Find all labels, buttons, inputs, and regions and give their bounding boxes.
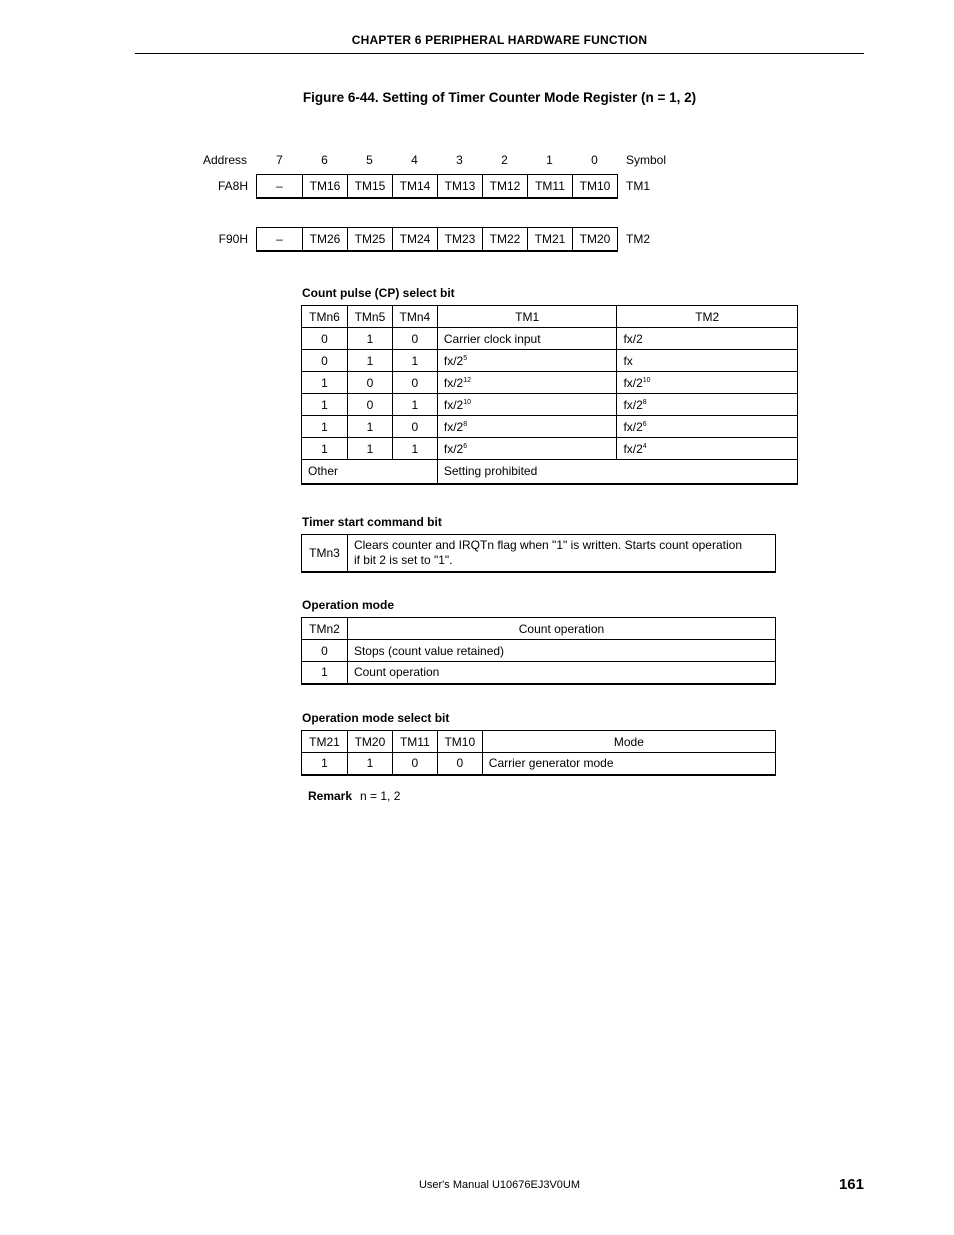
table-cell: Other bbox=[302, 460, 438, 484]
freq-base: fx/2 bbox=[623, 375, 643, 390]
freq-exponent: 6 bbox=[642, 420, 647, 428]
register-symbol-tm1: TM1 bbox=[626, 179, 650, 193]
register-bit: TM12 bbox=[482, 175, 527, 197]
bit-number: 3 bbox=[456, 153, 463, 167]
register-bit: TM13 bbox=[437, 175, 482, 197]
register-tm1-bits bbox=[256, 174, 618, 199]
column-header: TM20 bbox=[347, 731, 392, 753]
freq-exponent: 5 bbox=[463, 354, 468, 362]
table-cell: 1 bbox=[302, 416, 348, 438]
table-cell: 1 bbox=[302, 372, 348, 394]
table-row bbox=[302, 753, 776, 775]
symbol-label: Symbol bbox=[626, 153, 667, 167]
table-cell: 0 bbox=[302, 328, 348, 350]
count-pulse-title: Count pulse (CP) select bit bbox=[302, 286, 455, 300]
freq-base: fx/2 bbox=[443, 353, 464, 368]
freq-base: fx/2 bbox=[623, 397, 643, 412]
table-cell bbox=[437, 416, 617, 438]
table-cell: 0 bbox=[302, 350, 348, 372]
table-cell: 0 bbox=[392, 753, 437, 775]
table-cell: 1 bbox=[347, 438, 392, 460]
table-cell bbox=[347, 535, 775, 572]
table-cell: 0 bbox=[347, 394, 392, 416]
bit-number: 4 bbox=[411, 153, 418, 167]
register-bit: TM16 bbox=[302, 175, 347, 197]
table-cell: 0 bbox=[302, 640, 348, 662]
footer-manual-id: User's Manual U10676EJ3V0UM bbox=[418, 1179, 581, 1191]
timer-start-title: Timer start command bit bbox=[302, 515, 442, 529]
table-cell bbox=[437, 394, 617, 416]
register-bit: TM10 bbox=[572, 175, 617, 197]
register-bit: TM22 bbox=[482, 228, 527, 250]
table-cell: 1 bbox=[392, 350, 437, 372]
table-header-row bbox=[302, 731, 776, 753]
timer-start-table bbox=[301, 534, 776, 573]
table-cell: 0 bbox=[392, 328, 437, 350]
bit-number: 2 bbox=[501, 153, 508, 167]
bit-number: 7 bbox=[276, 153, 283, 167]
table-row bbox=[302, 640, 776, 662]
freq-base: fx/2 bbox=[443, 397, 464, 412]
freq-exponent: 8 bbox=[642, 398, 647, 406]
freq-base: fx/2 bbox=[623, 419, 643, 434]
register-bit: TM20 bbox=[572, 228, 617, 250]
table-cell: 1 bbox=[302, 438, 348, 460]
table-cell bbox=[437, 372, 617, 394]
table-cell: 1 bbox=[302, 753, 348, 775]
table-cell bbox=[437, 328, 617, 350]
address-label: Address bbox=[203, 153, 248, 167]
table-cell bbox=[617, 438, 798, 460]
table-cell: 1 bbox=[347, 350, 392, 372]
table-row bbox=[302, 350, 798, 372]
freq-base: Carrier clock input bbox=[443, 331, 541, 346]
column-header: TMn5 bbox=[347, 306, 392, 328]
table-cell bbox=[617, 328, 798, 350]
table-cell: TMn3 bbox=[302, 535, 348, 572]
freq-exponent: 10 bbox=[642, 376, 651, 384]
table-cell: 1 bbox=[347, 416, 392, 438]
table-cell bbox=[437, 438, 617, 460]
column-header: TM21 bbox=[302, 731, 348, 753]
freq-base: fx bbox=[623, 353, 633, 368]
table-cell: 1 bbox=[302, 662, 348, 684]
table-row bbox=[302, 394, 798, 416]
table-cell: 0 bbox=[347, 372, 392, 394]
freq-base: fx/2 bbox=[443, 441, 464, 456]
table-cell: Setting prohibited bbox=[437, 460, 797, 484]
freq-exponent: 8 bbox=[463, 420, 468, 428]
table-header-row bbox=[302, 618, 776, 640]
bit-number: 1 bbox=[546, 153, 553, 167]
table-row bbox=[302, 535, 776, 572]
register-tm2-bits bbox=[256, 227, 618, 252]
page-number: 161 bbox=[838, 1176, 864, 1193]
table-cell: 1 bbox=[347, 328, 392, 350]
register-bit: TM11 bbox=[527, 175, 572, 197]
table-row bbox=[302, 438, 798, 460]
count-pulse-table bbox=[301, 305, 798, 485]
column-header: TM1 bbox=[437, 306, 617, 328]
column-header: TM10 bbox=[437, 731, 482, 753]
column-header: TMn2 bbox=[302, 618, 348, 640]
table-row bbox=[302, 328, 798, 350]
table-cell: 0 bbox=[392, 416, 437, 438]
table-cell bbox=[617, 394, 798, 416]
column-header: TM11 bbox=[392, 731, 437, 753]
freq-exponent: 4 bbox=[642, 442, 647, 450]
bit-number: 0 bbox=[591, 153, 598, 167]
register-bit: TM25 bbox=[347, 228, 392, 250]
table-cell: 1 bbox=[347, 753, 392, 775]
register-bit: TM21 bbox=[527, 228, 572, 250]
freq-base: fx/2 bbox=[623, 441, 643, 456]
table-cell: 1 bbox=[392, 394, 437, 416]
column-header: TMn6 bbox=[302, 306, 348, 328]
remark bbox=[308, 789, 400, 803]
register-bit: TM15 bbox=[347, 175, 392, 197]
table-header-row bbox=[302, 306, 798, 328]
table-cell: Stops (count value retained) bbox=[347, 640, 775, 662]
register-bit: TM26 bbox=[302, 228, 347, 250]
table-cell bbox=[437, 350, 617, 372]
column-header: Count operation bbox=[347, 618, 775, 640]
freq-exponent: 12 bbox=[463, 376, 471, 384]
table-cell: Count operation bbox=[347, 662, 775, 684]
register-address-tm1: FA8H bbox=[217, 179, 248, 193]
register-bit: TM24 bbox=[392, 228, 437, 250]
freq-exponent: 6 bbox=[463, 442, 468, 450]
freq-exponent: 10 bbox=[463, 398, 471, 406]
mode-select-title: Operation mode select bit bbox=[302, 711, 450, 725]
operation-mode-title: Operation mode bbox=[302, 598, 395, 612]
freq-base: fx/2 bbox=[443, 375, 464, 390]
table-cell: Carrier generator mode bbox=[482, 753, 775, 775]
register-bit: TM14 bbox=[392, 175, 437, 197]
operation-mode-table bbox=[301, 617, 776, 685]
remark-label: Remark bbox=[308, 789, 353, 803]
table-cell: 0 bbox=[437, 753, 482, 775]
description-line: Clears counter and IRQTn flag when "1" is written. Starts count operation bbox=[353, 537, 742, 552]
table-row bbox=[302, 416, 798, 438]
bit-number: 6 bbox=[321, 153, 328, 167]
register-bit: – bbox=[276, 179, 283, 193]
column-header: Mode bbox=[482, 731, 775, 753]
table-row bbox=[302, 372, 798, 394]
register-symbol-tm2: TM2 bbox=[626, 232, 650, 246]
table-cell bbox=[617, 372, 798, 394]
table-cell: 1 bbox=[392, 438, 437, 460]
header-rule bbox=[135, 53, 864, 54]
freq-base: fx/2 bbox=[623, 331, 643, 346]
chapter-header: CHAPTER 6 PERIPHERAL HARDWARE FUNCTION bbox=[351, 33, 648, 47]
table-cell bbox=[617, 350, 798, 372]
remark-text: n = 1, 2 bbox=[360, 789, 401, 803]
bit-number-row bbox=[257, 153, 617, 167]
register-address-tm2: F90H bbox=[218, 232, 248, 246]
column-header: TM2 bbox=[617, 306, 798, 328]
column-header: TMn4 bbox=[392, 306, 437, 328]
figure-title: Figure 6-44. Setting of Timer Counter Mode Register (n = 1, 2) bbox=[302, 90, 697, 105]
mode-select-table bbox=[301, 730, 776, 776]
table-cell: 0 bbox=[392, 372, 437, 394]
freq-base: fx/2 bbox=[443, 419, 464, 434]
table-cell bbox=[617, 416, 798, 438]
bit-number: 5 bbox=[366, 153, 373, 167]
register-bit: – bbox=[276, 232, 283, 246]
table-row bbox=[302, 460, 798, 484]
register-bit: TM23 bbox=[437, 228, 482, 250]
table-row bbox=[302, 662, 776, 684]
description-line: if bit 2 is set to "1". bbox=[353, 552, 453, 567]
table-cell: 1 bbox=[302, 394, 348, 416]
